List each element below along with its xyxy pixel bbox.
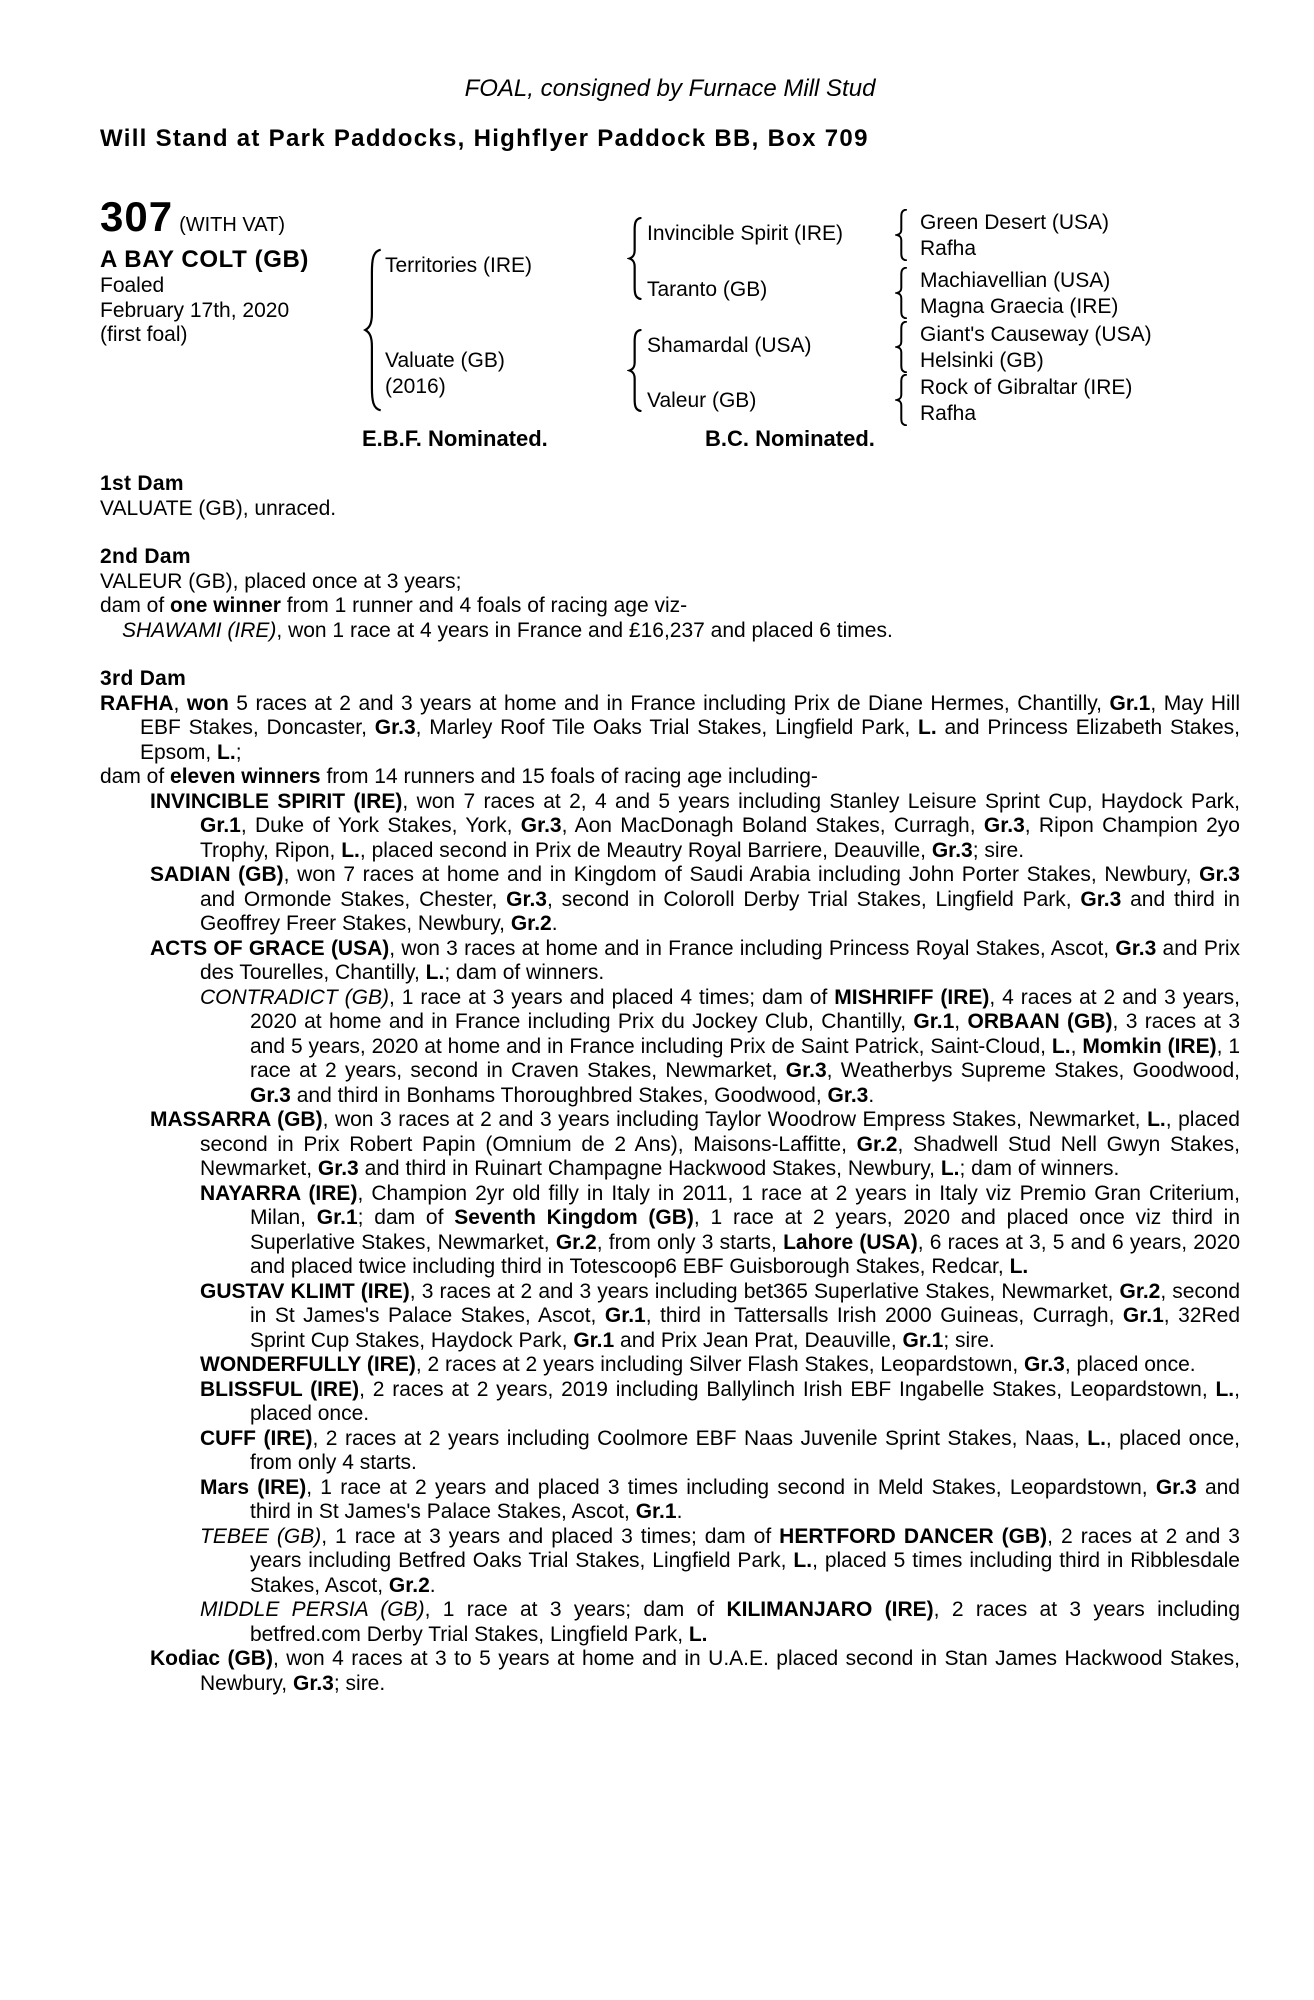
pedigree-brace-dam bbox=[627, 329, 644, 412]
emphasis-text: L. bbox=[341, 838, 360, 862]
emphasis-text: ORBAAN (GB) bbox=[967, 1010, 1113, 1033]
pedigree-dam-sire-dam: Helsinki (GB) bbox=[920, 349, 1044, 372]
foaled-date: February 17th, 2020 bbox=[100, 298, 290, 322]
emphasis-text: Gr.2 bbox=[388, 1573, 430, 1597]
emphasis-text: RAFHA bbox=[100, 691, 174, 715]
body-text: from 14 runners and 15 foals of racing age including- bbox=[320, 765, 818, 788]
pedigree-dam-year: (2016) bbox=[385, 375, 446, 398]
pedigree-brace-gen1 bbox=[362, 248, 384, 412]
emphasis-text: L. bbox=[1009, 1255, 1029, 1278]
emphasis-text: NAYARRA (IRE) bbox=[200, 1181, 358, 1205]
emphasis-text: Gr.1 bbox=[573, 1328, 615, 1352]
emphasis-text: L. bbox=[1215, 1377, 1235, 1401]
lot-description: A BAY COLT (GB) bbox=[100, 246, 310, 273]
italic-horse-name: SHAWAMI (IRE) bbox=[122, 618, 277, 642]
body-text: from 1 runner and 4 foals of racing age viz- bbox=[280, 594, 688, 617]
emphasis-text: Gr.1 bbox=[316, 1206, 358, 1229]
italic-horse-name: MIDDLE PERSIA (GB) bbox=[200, 1598, 425, 1621]
stand-location-line: Will Stand at Park Paddocks, Highflyer Paddock BB, Box 709 bbox=[100, 125, 869, 152]
emphasis-text: L. bbox=[217, 740, 236, 764]
body-text: , Duke of York Stakes, York, bbox=[240, 814, 521, 837]
body-text: , 3 races at 3 and 5 years, 2020 at home and in France including Prix de Saint Patrick, Saint-Cloud, bbox=[250, 1010, 1241, 1058]
body-text: . bbox=[429, 1573, 436, 1597]
emphasis-text: Kodiac (GB) bbox=[150, 1647, 273, 1670]
lot-number-line bbox=[100, 193, 380, 240]
body-text: , Shadwell Stud Nell Gwyn Stakes, Newmarket, bbox=[200, 1132, 1240, 1180]
bc-nominated-note: B.C. Nominated. bbox=[705, 426, 875, 451]
pedigree-dam-dam-sire: Rock of Gibraltar (IRE) bbox=[920, 376, 1133, 399]
pedigree-sire-dam-dam: Magna Graecia (IRE) bbox=[920, 295, 1119, 318]
pedigree-paragraph bbox=[100, 1525, 1240, 1599]
pedigree-sire-sire-sire: Green Desert (USA) bbox=[920, 211, 1110, 234]
body-text: , Champion 2yr old filly in Italy in 2011, 1 race at 2 years in Italy viz Premio Gran Criterium, Milan, bbox=[250, 1181, 1240, 1229]
emphasis-text: L. bbox=[1147, 1108, 1166, 1131]
emphasis-text: Gr.3 bbox=[1199, 863, 1240, 886]
pedigree-paragraph bbox=[100, 765, 1240, 790]
body-text: ; bbox=[235, 740, 242, 764]
pedigree-table bbox=[100, 193, 1240, 452]
body-text: , third in Tattersalls Irish 2000 Guineas, Curragh, bbox=[645, 1304, 1123, 1327]
pedigree-paragraph bbox=[100, 1182, 1240, 1280]
body-text: and third in Bonhams Thoroughbred Stakes, Goodwood, bbox=[290, 1083, 828, 1107]
emphasis-text: Gr.3 bbox=[983, 814, 1025, 837]
pedigree-paragraph bbox=[100, 1280, 1240, 1354]
body-text: , won 3 races at home and in France including Princess Royal Stakes, Ascot, bbox=[389, 936, 1116, 960]
foaled-label: Foaled bbox=[100, 274, 165, 297]
body-text: , Ripon Champion 2yo Trophy, Ripon, bbox=[200, 814, 1240, 862]
body-text: , placed 5 times including third in Ribblesdale Stakes, Ascot, bbox=[250, 1549, 1240, 1597]
body-text: , placed second in Prix de Meautry Royal Barriere, Deauville, bbox=[359, 838, 932, 862]
pedigree-brace-sire-dam bbox=[895, 267, 909, 319]
body-text: and Ormonde Stakes, Chester, bbox=[200, 887, 507, 911]
body-text: , won 7 races at home and in Kingdom of Saudi Arabia including John Porter Stakes, Newbury, bbox=[283, 863, 1200, 886]
emphasis-text: Gr.3 bbox=[931, 838, 973, 862]
body-text: , from only 3 starts, bbox=[596, 1230, 784, 1254]
emphasis-text: Lahore (USA) bbox=[783, 1230, 918, 1254]
emphasis-text: Momkin (IRE) bbox=[1082, 1034, 1217, 1058]
italic-horse-name: CONTRADICT (GB) bbox=[200, 985, 389, 1009]
emphasis-text: L. bbox=[1051, 1034, 1071, 1058]
body-text: , won 1 race at 4 years in France and £16,237 and placed 6 times. bbox=[276, 618, 893, 642]
emphasis-text: Gr.1 bbox=[902, 1328, 944, 1352]
pedigree-brace-sire bbox=[627, 217, 644, 300]
body-text: , bbox=[173, 691, 187, 715]
body-text: , 1 race at 3 years and placed 3 times; dam of bbox=[321, 1524, 780, 1548]
pedigree-brace-sire-sire bbox=[895, 209, 909, 261]
body-text: , placed once, from only 4 starts. bbox=[250, 1426, 1240, 1474]
pedigree-dam-sire-sire: Giant's Causeway (USA) bbox=[920, 323, 1152, 346]
body-text: , 6 races at 3, 5 and 6 years, 2020 and placed twice including third in Totescoop6 EBF Guisborough Stakes, Redcar, bbox=[250, 1230, 1240, 1278]
emphasis-text: won bbox=[186, 691, 229, 715]
pedigree-brace-dam-dam bbox=[895, 374, 909, 426]
pedigree-paragraph bbox=[100, 1647, 1240, 1696]
body-text: , 2 races at 2 and 3 years including Betfred Oaks Trial Stakes, Lingfield Park, bbox=[250, 1524, 1240, 1572]
body-text: VALEUR (GB), placed once at 3 years; bbox=[100, 569, 462, 593]
emphasis-text: Gr.1 bbox=[635, 1500, 677, 1523]
emphasis-text: Gr.1 bbox=[604, 1304, 646, 1327]
pedigree-dam-dam: Valeur (GB) bbox=[647, 389, 757, 412]
body-text: ; sire. bbox=[333, 1671, 386, 1695]
emphasis-text: L. bbox=[1087, 1426, 1106, 1450]
produce-sections bbox=[100, 472, 1240, 1696]
body-text: , Aon MacDonagh Boland Stakes, Curragh, bbox=[561, 814, 984, 837]
pedigree-sire-sire: Invincible Spirit (IRE) bbox=[647, 222, 844, 245]
body-text: , bbox=[1070, 1034, 1083, 1058]
body-text: , placed once. bbox=[250, 1377, 1240, 1425]
pedigree-paragraph bbox=[100, 692, 1240, 766]
emphasis-text: eleven winners bbox=[170, 765, 321, 788]
emphasis-text: KILIMANJARO (IRE) bbox=[726, 1598, 934, 1621]
emphasis-text: Gr.2 bbox=[1119, 1279, 1161, 1303]
pedigree-paragraph bbox=[100, 570, 1240, 595]
body-text: , 1 race at 3 years and placed 4 times; dam of bbox=[388, 985, 835, 1009]
body-text: ; sire. bbox=[943, 1328, 995, 1352]
emphasis-text: Gr.3 bbox=[827, 1083, 869, 1107]
body-text: dam of bbox=[100, 765, 171, 788]
pedigree-paragraph bbox=[100, 1476, 1240, 1525]
pedigree-paragraph bbox=[100, 863, 1240, 937]
emphasis-text: INVINCIBLE SPIRIT (IRE) bbox=[150, 789, 403, 813]
emphasis-text: GUSTAV KLIMT (IRE) bbox=[200, 1279, 410, 1303]
body-text: , second in Coloroll Derby Trial Stakes, Lingfield Park, bbox=[546, 887, 1081, 911]
body-text: , 4 races at 2 and 3 years, 2020 at home and in France including Prix du Jockey Club, Chantilly, bbox=[250, 985, 1241, 1033]
body-text: and third in Geoffrey Freer Stakes, Newbury, bbox=[200, 887, 1240, 935]
emphasis-text: Gr.3 bbox=[317, 1157, 359, 1180]
pedigree-paragraph bbox=[100, 1427, 1240, 1476]
body-text: ; dam of bbox=[357, 1206, 455, 1229]
body-text: , 32Red Sprint Cup Stakes, Haydock Park, bbox=[250, 1304, 1240, 1352]
body-text: , bbox=[954, 1010, 968, 1033]
emphasis-text: MASSARRA (GB) bbox=[150, 1108, 323, 1131]
pedigree-dam-dam-dam: Rafha bbox=[920, 402, 977, 425]
emphasis-text: Gr.1 bbox=[1109, 691, 1151, 715]
ebf-nominated-note: E.B.F. Nominated. bbox=[362, 426, 548, 451]
emphasis-text: Gr.1 bbox=[913, 1010, 955, 1033]
body-text: , placed once. bbox=[1064, 1353, 1196, 1376]
body-text: , won 4 races at 3 to 5 years at home and in U.A.E. placed second in Stan James Hackwood Stakes, Newbury, bbox=[200, 1647, 1240, 1695]
body-text: , 1 race at 2 years, second in Craven Stakes, Newmarket, bbox=[250, 1034, 1241, 1082]
pedigree-sire-dam-sire: Machiavellian (USA) bbox=[920, 269, 1111, 292]
pedigree-paragraph bbox=[100, 594, 1240, 619]
emphasis-text: Gr.3 bbox=[374, 716, 416, 739]
pedigree-dam-block bbox=[385, 348, 505, 400]
consignment-line: FOAL, consigned by Furnace Mill Stud bbox=[464, 75, 876, 102]
body-text: 5 races at 2 and 3 years at home and in France including Prix de Diane Hermes, Chantilly, bbox=[228, 691, 1110, 715]
body-text: , Weatherbys Supreme Stakes, Goodwood, bbox=[826, 1059, 1240, 1082]
body-text: , 2 races at 2 years including Silver Flash Stakes, Leopardstown, bbox=[415, 1353, 1024, 1376]
body-text: , 1 race at 2 years, 2020 and placed once viz third in Superlative Stakes, Newmarket, bbox=[250, 1206, 1240, 1254]
body-text: , 2 races at 3 years including betfred.com Derby Trial Stakes, Lingfield Park, bbox=[250, 1598, 1240, 1646]
body-text: , 2 races at 2 years, 2019 including Ballylinch Irish EBF Ingabelle Stakes, Leopardstown, bbox=[359, 1377, 1216, 1401]
emphasis-text: L. bbox=[688, 1622, 708, 1646]
emphasis-text: Gr.3 bbox=[520, 814, 562, 837]
body-text: . bbox=[868, 1083, 875, 1107]
emphasis-text: WONDERFULLY (IRE) bbox=[200, 1353, 416, 1376]
pedigree-paragraph bbox=[100, 937, 1240, 986]
emphasis-text: Gr.1 bbox=[1122, 1304, 1164, 1327]
emphasis-text: L. bbox=[940, 1157, 960, 1180]
body-text: . bbox=[551, 912, 558, 935]
emphasis-text: CUFF (IRE) bbox=[200, 1426, 313, 1450]
emphasis-text: Gr.3 bbox=[1080, 887, 1122, 911]
pedigree-paragraph bbox=[100, 1598, 1240, 1647]
emphasis-text: HERTFORD DANCER (GB) bbox=[779, 1524, 1048, 1548]
emphasis-text: SADIAN (GB) bbox=[150, 863, 284, 886]
foal-note: (first foal) bbox=[100, 323, 188, 346]
body-text: , second in St James's Palace Stakes, Ascot, bbox=[250, 1279, 1241, 1327]
section-heading: 2nd Dam bbox=[100, 545, 191, 568]
italic-horse-name: TEBEE (GB) bbox=[200, 1524, 322, 1548]
emphasis-text: Gr.2 bbox=[856, 1132, 898, 1156]
emphasis-text: Gr.1 bbox=[200, 814, 241, 837]
body-text: , 2 races at 2 years including Coolmore EBF Naas Juvenile Sprint Stakes, Naas, bbox=[312, 1426, 1088, 1450]
body-text: , Marley Roof Tile Oaks Trial Stakes, Lingfield Park, bbox=[415, 716, 918, 739]
body-text: . bbox=[676, 1500, 683, 1523]
emphasis-text: ACTS OF GRACE (USA) bbox=[150, 936, 390, 960]
emphasis-text: one winner bbox=[170, 594, 281, 617]
emphasis-text: L. bbox=[918, 716, 937, 739]
lot-vat-note: (WITH VAT) bbox=[179, 214, 285, 236]
lot-number: 307 bbox=[100, 193, 174, 240]
body-text: and Prix Jean Prat, Deauville, bbox=[614, 1328, 903, 1352]
emphasis-text: Mars (IRE) bbox=[200, 1475, 307, 1499]
body-text: , 1 race at 3 years; dam of bbox=[424, 1598, 727, 1621]
emphasis-text: MISHRIFF (IRE) bbox=[834, 985, 990, 1009]
body-text: and Princess Elizabeth Stakes, Epsom, bbox=[140, 716, 1240, 764]
pedigree-paragraph bbox=[100, 1108, 1240, 1182]
pedigree-brace-dam-sire bbox=[895, 321, 909, 373]
emphasis-text: Gr.3 bbox=[1155, 1475, 1197, 1499]
body-text: , 3 races at 2 and 3 years including bet365 Superlative Stakes, Newmarket, bbox=[409, 1279, 1120, 1303]
pedigree-paragraph bbox=[100, 619, 1240, 644]
pedigree-paragraph bbox=[100, 497, 1240, 522]
pedigree-paragraph bbox=[100, 986, 1240, 1109]
body-text: dam of bbox=[100, 594, 171, 617]
body-text: and third in Ruinart Champagne Hackwood Stakes, Newbury, bbox=[358, 1157, 941, 1180]
emphasis-text: Gr.3 bbox=[785, 1059, 827, 1082]
pedigree-sire: Territories (IRE) bbox=[385, 254, 533, 277]
body-text: ; sire. bbox=[972, 838, 1025, 862]
emphasis-text: Gr.2 bbox=[510, 912, 552, 935]
body-text: , placed second in Prix Robert Papin (Omnium de 2 Ans), Maisons-Laffitte, bbox=[200, 1108, 1240, 1156]
pedigree-paragraph bbox=[100, 790, 1240, 864]
emphasis-text: Gr.3 bbox=[1023, 1353, 1065, 1376]
pedigree-sire-dam: Taranto (GB) bbox=[647, 278, 768, 301]
body-text: and third in St James's Palace Stakes, Ascot, bbox=[250, 1475, 1240, 1523]
body-text: , May Hill EBF Stakes, Doncaster, bbox=[140, 691, 1241, 739]
emphasis-text: Gr.3 bbox=[292, 1671, 334, 1695]
lot-block bbox=[100, 193, 380, 348]
body-text: and Prix des Tourelles, Chantilly, bbox=[200, 936, 1240, 984]
emphasis-text: Seventh Kingdom (GB) bbox=[454, 1206, 694, 1229]
pedigree-paragraph bbox=[100, 1378, 1240, 1427]
emphasis-text: L. bbox=[425, 961, 445, 984]
body-text: ; dam of winners. bbox=[959, 1157, 1120, 1180]
section-heading: 1st Dam bbox=[100, 472, 184, 495]
section-heading: 3rd Dam bbox=[100, 667, 187, 690]
emphasis-text: L. bbox=[793, 1549, 813, 1572]
body-text: VALUATE (GB), unraced. bbox=[100, 496, 337, 520]
pedigree-dam: Valuate (GB) bbox=[385, 349, 505, 372]
emphasis-text: Gr.3 bbox=[250, 1083, 291, 1107]
body-text: ; dam of winners. bbox=[444, 961, 605, 984]
pedigree-paragraph bbox=[100, 1353, 1240, 1378]
emphasis-text: Gr.3 bbox=[1115, 936, 1157, 960]
pedigree-sire-sire-dam: Rafha bbox=[920, 237, 977, 260]
body-text: , won 7 races at 2, 4 and 5 years including Stanley Leisure Sprint Cup, Haydock Park, bbox=[402, 789, 1240, 813]
emphasis-text: Gr.3 bbox=[506, 887, 547, 911]
emphasis-text: Gr.2 bbox=[555, 1230, 597, 1254]
body-text: , 1 race at 2 years and placed 3 times including second in Meld Stakes, Leopardstown, bbox=[306, 1475, 1156, 1499]
pedigree-dam-sire: Shamardal (USA) bbox=[647, 334, 812, 357]
emphasis-text: BLISSFUL (IRE) bbox=[200, 1377, 360, 1401]
body-text: , won 3 races at 2 and 3 years including Taylor Woodrow Empress Stakes, Newmarket, bbox=[322, 1108, 1148, 1131]
